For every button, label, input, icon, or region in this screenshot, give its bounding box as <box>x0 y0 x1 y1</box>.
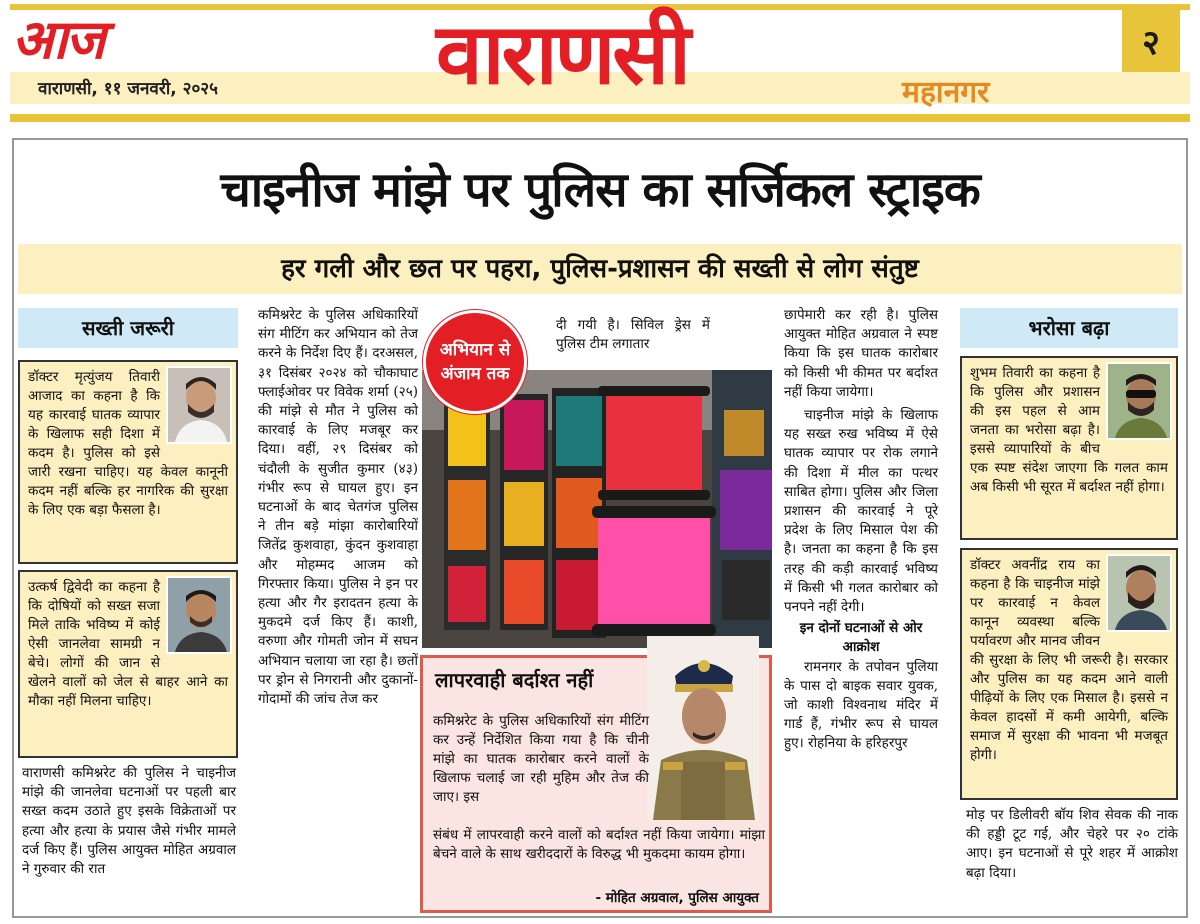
quote-box-avnindra <box>960 548 1178 800</box>
officer-signature: - मोहित अग्रवाल, पुलिस आयुक्त <box>595 890 759 906</box>
quote-text: डॉक्टर अवनींद्र राय का कहना है कि चाइनीज मांझे पर कारवाई न केवल कानून व्यवस्था बल्कि पर्यावरण और मानव जीवन की सुरक्षा के लिए भी जरूरी है। सरकार और पुलिस का यह कदम आने वाली पीढ़ियों के लिए एक मिसाल है। इससे न केवल हादसों में कमी आयेगी, बल्कि समाज में सुरक्षा की भावना भी मजबूत होगी। <box>970 556 1168 765</box>
column4-bottom: रामनगर के तपोवन पुलिया के पास दो बाइक सवार युवक, जो काशी विश्वनाथ मंदिर में गार्ड हैं, गंभीर रूप से घायल हुए। रोहनिया के हरिहरपुर <box>784 658 938 752</box>
column4-subheading: इन दोनों घटनाओं से ओर आक्रोश <box>799 620 923 656</box>
avatar <box>166 576 232 654</box>
quote-text: उत्कर्ष द्विवेदी का कहना है कि दोषियों को सख्त सजा मिले ताकि भविष्य में कोई ऐसी जानलेवा सामग्री न बेचे। लोगों की जान से खेलने वालों को जेल से बाहर आने का मौका नहीं मिलना चाहिए। <box>28 578 228 711</box>
quote-box-mrityunjay <box>18 360 238 564</box>
column4-mid: चाइनीज मांझे के खिलाफ यह सख्त रुख भविष्य में ऐसे घातक व्यापार पर रोक लगाने की दिशा में मील का पत्थर साबित होगा। पुलिस और जिला प्रशासन की कारवाई ने पूरे प्रदेश के लिए मिसाल पेश की है। जनता का कहना है कि इस तरह की कड़ी कारवाई भविष्य में किसी भी गलत कारोबार को पनपने नहीं देगी। <box>784 407 938 616</box>
headline: चाइनीज मांझे पर पुलिस का सर्जिकल स्ट्राइक <box>220 162 980 218</box>
quote-box-utkarsh <box>18 570 238 758</box>
column4-text <box>784 306 938 754</box>
avatar <box>166 366 232 444</box>
masthead <box>0 0 1200 126</box>
subheadline: हर गली और छत पर पहरा, पुलिस-प्रशासन की सख्ती से लोग संतुष्ट <box>281 254 919 284</box>
newspaper-logo: आज <box>12 8 104 71</box>
column3-text: दी गयी है। सिविल ड्रेस में पुलिस टीम लगातार <box>556 317 710 353</box>
officer-photo <box>647 636 759 820</box>
officer-box-title: लापरवाही बर्दाश्त नहीं <box>435 668 594 692</box>
avatar <box>1106 362 1172 440</box>
right-sidebar-heading: भरोसा बढ़ा <box>960 308 1178 348</box>
campaign-badge: अभियान से अंजाम तक <box>423 310 527 414</box>
section-name: महानगर <box>902 75 990 110</box>
column2-text: कमिश्नरेट के पुलिस अधिकारियों संग मीटिंग कर अभियान को तेज करने के निर्देश दिए हैं। दरअसल, ३१ दिसंबर २०२४ को चौकाघाट फ्लाईओवर पर विवेक शर्मा (२५) की मांझे से मौत ने पुलिस को कारवाई के लिए मजबूर कर दिया। वहीं, २९ दिसंबर को चंदौली के सुजीत कुमार (४३) गंभीर रूप से घायल हुए। इन घटनाओं के बाद चेतगंज पुलिस ने तीन बड़े मांझा कारोबारियों जितेंद्र कुशवाहा, कुंदन कुशवाहा और मोहम्मद आजम को गिरफ्तार किया। पुलिस ने इन पर हत्या और गैर इरादतन हत्या के मुकदमे दर्ज किए हैं। काशी, वरुणा और गोमती जोन में सघन अभियान चलाया जा रहा है। छतों पर ड्रोन से निगरानी और दुकानों-गोदामों की जांच तेज कर <box>258 307 418 708</box>
right-story-text: मोड़ पर डिलीवरी बॉय शिव सेवक की नाक की हड्डी टूट गई, और चेहरे पर २० टांके आए। इन घटनाओं से पूरे शहर में आक्रोश बढ़ा दिया। <box>966 807 1178 881</box>
dateline: वाराणसी, ११ जनवरी, २०२५ <box>38 79 218 99</box>
page-number: २ <box>1122 10 1180 72</box>
left-story-text: वाराणसी कमिश्नरेट की पुलिस ने चाइनीज मांझे की जानलेवा घटनाओं पर पहली बार सख्त कदम उठाते हुए इसके विक्रेताओं पर हत्या और हत्या के प्रयास जैसे गंभीर मामले दर्ज किए हैं। पुलिस आयुक्त मोहित अग्रवाल ने गुरुवार की रात <box>22 765 236 878</box>
avatar <box>1106 554 1172 632</box>
city-title: वाराणसी <box>436 5 688 103</box>
quote-text: शुभम तिवारी का कहना है कि पुलिस और प्रशासन की इस पहल से आम जनता का भरोसा बढ़ा है। इससे व्यापारियों के बीच एक स्पष्ट संदेश जाएगा कि गलत काम अब किसी भी सूरत में बर्दाश्त नहीं होगा। <box>970 364 1168 497</box>
commissioner-quote-box <box>420 655 772 913</box>
officer-quote-bottom: संबंध में लापरवाही करने वालों को बर्दाश्त नहीं किया जायेगा। मांझा बेचने वाले के साथ खरीददारों के विरुद्ध भी मुकदमा कायम होगा। <box>433 827 765 862</box>
column4-top: छापेमारी कर रही है। पुलिस आयुक्त मोहित अग्रवाल ने स्पष्ट किया कि इस घातक कारोबार को किसी भी कीमत पर बर्दाश्त नहीं किया जायेगा। <box>784 307 938 400</box>
quote-text: डॉक्टर मृत्युंजय तिवारी आजाद का कहना है कि यह कारवाई घातक व्यापार के खिलाफ सही दिशा में कदम है। पुलिस को इसे जारी रखना चाहिए। यह केवल कानूनी कदम नहीं बल्कि हर नागरिक की सुरक्षा के लिए एक बड़ा फैसला है। <box>28 368 228 520</box>
bottom-rule <box>10 114 1190 122</box>
officer-quote-top: कमिश्नरेट के पुलिस अधिकारियों संग मीटिंग कर उन्हें निर्देशित किया गया है कि चीनी मांझे का घातक कारोबार करने वालों के खिलाफ चलाई जा रही मुहिम और तेज की जाए। इस <box>433 713 649 805</box>
quote-box-shubham <box>960 356 1178 540</box>
left-sidebar-heading: सख्ती जरूरी <box>18 308 238 348</box>
